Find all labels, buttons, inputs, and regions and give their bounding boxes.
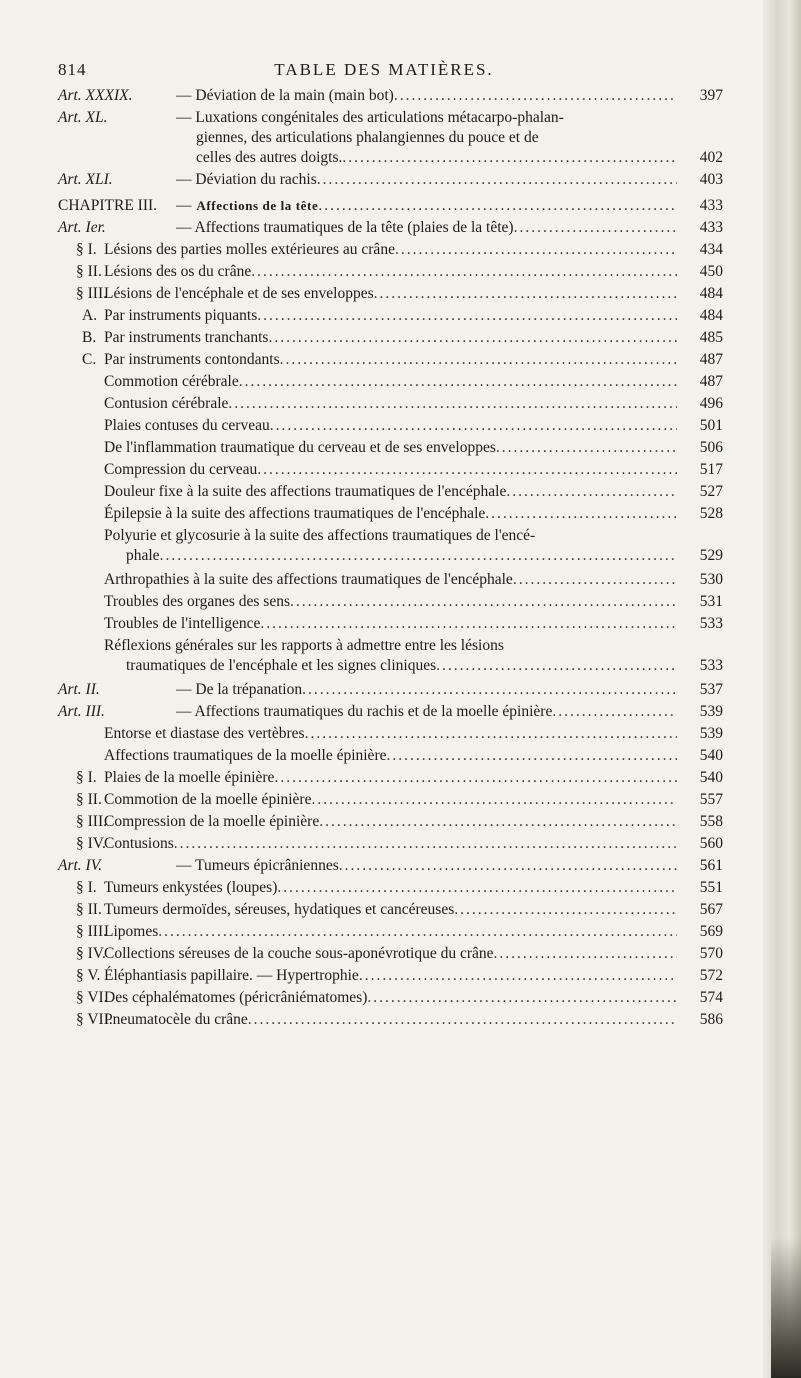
toc-entry-title — [176, 856, 677, 876]
toc-entry-title — [104, 812, 677, 832]
dot-leader — [395, 240, 677, 260]
toc-page-number: 561 — [699, 857, 723, 874]
dot-leader — [494, 944, 677, 964]
toc-entry-label: Art. XLI. — [58, 171, 113, 188]
toc-page-number: 450 — [699, 263, 723, 280]
toc-entry-title — [104, 526, 677, 566]
toc-page-number: 574 — [699, 989, 723, 1006]
toc-page-number: 397 — [699, 87, 723, 104]
toc-entry-title — [104, 988, 677, 1008]
dot-leader — [319, 812, 677, 832]
toc-entry-title — [104, 614, 677, 634]
toc-entry — [58, 108, 723, 168]
toc-entry-text: Entorse et diastase des vertèbres — [104, 725, 305, 742]
toc-entry-label: A. — [82, 307, 98, 324]
toc-entry-label: Art. XXXIX. — [58, 87, 133, 104]
toc-entry-text: Par instruments contondants — [104, 351, 280, 368]
toc-entry-title — [104, 900, 677, 920]
toc-page-number: 496 — [699, 395, 723, 412]
toc-entry-label: § III. — [76, 813, 107, 830]
toc-entry-title — [104, 394, 677, 414]
toc-page-number: 529 — [699, 547, 723, 564]
dot-leader — [239, 372, 677, 392]
toc-entry — [58, 504, 723, 524]
toc-entry-text: Arthropathies à la suite des affections traumatiques de l'encéphale — [104, 571, 513, 588]
toc-entry — [58, 768, 723, 788]
toc-entry — [58, 394, 723, 414]
toc-page-number: 501 — [699, 417, 723, 434]
dot-leader — [374, 284, 677, 304]
toc-page-number: 560 — [699, 835, 723, 852]
dot-leader — [513, 570, 677, 590]
toc-entry-label: § II. — [76, 901, 102, 918]
dot-leader — [496, 438, 677, 458]
toc-entry — [58, 218, 723, 238]
toc-entry-title — [176, 702, 677, 722]
toc-entry — [58, 372, 723, 392]
toc-entry-label: § I. — [76, 241, 97, 258]
toc-entry — [58, 438, 723, 458]
toc-entry-title — [104, 724, 677, 744]
toc-page-number: 484 — [699, 307, 723, 324]
toc-entry — [58, 922, 723, 942]
toc-entry-title — [176, 170, 677, 190]
page-spine-edge — [763, 0, 801, 1378]
toc-entry-text: Lésions des os du crâne — [104, 263, 252, 280]
toc-entry-text: — De la trépanation — [176, 681, 303, 698]
toc-entry-title — [104, 262, 677, 282]
dot-leader — [257, 306, 677, 326]
toc-entry-text: Contusions — [104, 835, 174, 852]
toc-entry-label: § III. — [76, 923, 107, 940]
toc-entry — [58, 306, 723, 326]
toc-entry — [58, 592, 723, 612]
toc-entry-text: — Affections traumatiques du rachis et de la moelle épinière — [176, 703, 553, 720]
dot-leader — [174, 834, 677, 854]
toc-page-number: 540 — [699, 747, 723, 764]
toc-entry-title — [104, 922, 677, 942]
toc-page-number: 551 — [699, 879, 723, 896]
toc-entry-text: Tumeurs enkystées (loupes) — [104, 879, 278, 896]
toc-entry-text: giennes, des articulations phalangiennes du pouce et de — [196, 129, 539, 146]
dot-leader — [260, 614, 677, 634]
toc-entry-title — [176, 218, 677, 238]
toc-entry-label: § VII. — [76, 1011, 113, 1028]
dot-leader — [514, 218, 677, 238]
dot-leader — [311, 790, 677, 810]
toc-page-number: 558 — [699, 813, 723, 830]
toc-entry — [58, 790, 723, 810]
toc-entry-label: § II. — [76, 263, 102, 280]
toc-entry — [58, 328, 723, 348]
toc-entry-label: § V. — [76, 967, 101, 984]
toc-page-number: 484 — [699, 285, 723, 302]
toc-entry-label: Art. IV. — [58, 857, 103, 874]
page-header — [58, 60, 710, 82]
toc-entry — [58, 526, 723, 566]
toc-page-number: 572 — [699, 967, 723, 984]
toc-page-number: 537 — [699, 681, 723, 698]
toc-entry-text: Douleur fixe à la suite des affections traumatiques de l'encéphale — [104, 483, 507, 500]
toc-entry — [58, 724, 723, 744]
toc-entry-label: Art. XL. — [58, 109, 108, 126]
toc-page-number: 570 — [699, 945, 723, 962]
toc-entry-text: Troubles des organes des sens — [104, 593, 290, 610]
toc-entry-title — [176, 196, 677, 216]
toc-entry-title — [104, 504, 677, 524]
toc-page-number: 527 — [699, 483, 723, 500]
dot-leader — [436, 656, 677, 676]
toc-page-number: 533 — [699, 615, 723, 632]
toc-entry-text: Commotion de la moelle épinière — [104, 791, 312, 808]
dot-leader — [274, 768, 677, 788]
toc-entry-title — [176, 108, 677, 168]
toc-entry-title — [104, 790, 677, 810]
toc-entry-text: — Déviation du rachis — [176, 171, 317, 188]
toc-entry-text: Lésions de l'encéphale et de ses enveloppes — [104, 285, 374, 302]
toc-entry-title — [104, 284, 677, 304]
toc-entry — [58, 944, 723, 964]
toc-page-number: 433 — [699, 197, 723, 214]
toc-page-number: 434 — [699, 241, 723, 258]
dot-leader — [317, 170, 677, 190]
toc-entry-text: Épilepsie à la suite des affections traumatiques de l'encéphale — [104, 505, 486, 522]
dot-leader — [257, 460, 677, 480]
dot-leader — [339, 856, 677, 876]
toc-entry — [58, 460, 723, 480]
toc-entry — [58, 240, 723, 260]
toc-entry-text: Lésions des parties molles extérieures au crâne — [104, 241, 395, 258]
dot-leader — [506, 482, 677, 502]
toc-entry — [58, 636, 723, 676]
toc-page-number: 530 — [699, 571, 723, 588]
toc-entry-title — [104, 966, 677, 986]
toc-entry-title — [104, 416, 677, 436]
toc-entry — [58, 170, 723, 190]
toc-entry-title — [104, 768, 677, 788]
toc-entry — [58, 900, 723, 920]
toc-page-number: 586 — [699, 1011, 723, 1028]
toc-page-number: 485 — [699, 329, 723, 346]
toc-entry-label: § I. — [76, 879, 97, 896]
toc-entry — [58, 570, 723, 590]
toc-entry-title — [104, 636, 677, 676]
dot-leader — [318, 196, 677, 216]
toc-entry-title — [104, 944, 677, 964]
toc-entry-text: Collections séreuses de la couche sous-aponévrotique du crâne — [104, 945, 494, 962]
dot-leader — [228, 394, 677, 414]
toc-entry — [58, 680, 723, 700]
toc-page-number: 403 — [699, 171, 723, 188]
toc-entry-title — [104, 746, 677, 766]
toc-entry — [58, 702, 723, 722]
toc-entry — [58, 856, 723, 876]
toc-entry — [58, 262, 723, 282]
toc-entry-title — [104, 878, 677, 898]
toc-entry-label: § IV. — [76, 945, 106, 962]
dot-leader — [248, 1010, 677, 1030]
toc-entry-title — [104, 570, 677, 590]
toc-entry — [58, 350, 723, 370]
toc-entry — [58, 614, 723, 634]
page-spine-shadow — [771, 1238, 801, 1378]
toc-entry-title — [104, 306, 677, 326]
dot-leader — [454, 900, 677, 920]
toc-entry-text: — Déviation de la main (main bot) — [176, 87, 394, 104]
dot-leader — [270, 416, 677, 436]
toc-entry-title — [104, 372, 677, 392]
dot-leader — [268, 328, 677, 348]
toc-page-number: 569 — [699, 923, 723, 940]
toc-entry-title — [104, 834, 677, 854]
toc-entry — [58, 812, 723, 832]
toc-entry-text: Plaies contuses du cerveau — [104, 417, 270, 434]
toc-entry — [58, 196, 723, 216]
toc-entry-text: Polyurie et glycosurie à la suite des affections traumatiques de l'encé- — [104, 527, 536, 544]
toc-page-number: 433 — [699, 219, 723, 236]
toc-entry-label: Art. II. — [58, 681, 100, 698]
toc-entry-text: — Affections de la tête — [176, 197, 319, 214]
toc-entry-label: § VI. — [76, 989, 108, 1006]
toc-entry-label: C. — [82, 351, 97, 368]
toc-entry-title — [104, 350, 677, 370]
toc-entry-title — [104, 592, 677, 612]
toc-entry-label: Art. Ier. — [58, 219, 106, 236]
toc-entry-text: Contusion cérébrale — [104, 395, 229, 412]
toc-page-number: 539 — [699, 703, 723, 720]
toc-entry-label: B. — [82, 329, 97, 346]
dot-leader — [280, 350, 677, 370]
toc-entry-text: Compression de la moelle épinière — [104, 813, 320, 830]
toc-entry-title — [104, 328, 677, 348]
toc-page-number: 506 — [699, 439, 723, 456]
dot-leader — [394, 86, 677, 106]
toc-entry-text: — Luxations congénitales des articulations métacarpo-phalan- — [176, 109, 564, 126]
toc-entry-text: Tumeurs dermoïdes, séreuses, hydatiques et cancéreuses — [104, 901, 455, 918]
toc-entry-label: § II. — [76, 791, 102, 808]
toc-entry-text: — Affections traumatiques de la tête (plaies de la tête) — [176, 219, 514, 236]
running-title: TABLE DES MATIÈRES. — [274, 60, 494, 79]
toc-entry-title — [104, 438, 677, 458]
toc-entry-text: Lipomes — [104, 923, 159, 940]
toc-entry-text: Troubles de l'intelligence — [104, 615, 261, 632]
toc-entry-text: celles des autres doigts. — [196, 149, 343, 166]
dot-leader — [552, 702, 677, 722]
toc-entry-text: Pneumatocèle du crâne — [104, 1011, 248, 1028]
dot-leader — [158, 922, 677, 942]
toc-page-number: 539 — [699, 725, 723, 742]
toc-entry-title — [176, 86, 677, 106]
toc-page-number: 528 — [699, 505, 723, 522]
toc-page-number: 540 — [699, 769, 723, 786]
toc-page-number: 487 — [699, 373, 723, 390]
dot-leader — [302, 680, 677, 700]
dot-leader — [485, 504, 677, 524]
toc-entry — [58, 966, 723, 986]
toc-entry-text: phale — [126, 547, 160, 564]
toc-entry-text: Compression du cerveau — [104, 461, 258, 478]
toc-entry-label: § I. — [76, 769, 97, 786]
dot-leader — [251, 262, 677, 282]
toc-entry-title — [176, 680, 677, 700]
toc-entry — [58, 878, 723, 898]
toc-page-number: 531 — [699, 593, 723, 610]
toc-entry — [58, 834, 723, 854]
toc-entry-text: Commotion cérébrale — [104, 373, 239, 390]
toc-entry — [58, 988, 723, 1008]
toc-entry-text: De l'inflammation traumatique du cerveau et de ses enveloppes — [104, 439, 496, 456]
dot-leader — [277, 878, 677, 898]
toc-entry — [58, 1010, 723, 1030]
dot-leader — [290, 592, 677, 612]
toc-entry — [58, 746, 723, 766]
page-number: 814 — [58, 60, 87, 79]
toc-entry-text: Des céphalématomes (péricrâniématomes) — [104, 989, 368, 1006]
toc-entry-text: Par instruments piquants — [104, 307, 258, 324]
toc-entry — [58, 86, 723, 106]
dot-leader — [359, 966, 677, 986]
toc-entry — [58, 284, 723, 304]
toc-page-number: 567 — [699, 901, 723, 918]
toc-entry-title — [104, 240, 677, 260]
toc-entry-text: traumatiques de l'encéphale et les signes cliniques — [126, 657, 437, 674]
toc-entry-text: — Tumeurs épicrâniennes — [176, 857, 339, 874]
toc-entry-text: Réflexions générales sur les rapports à admettre entre les lésions — [104, 637, 504, 654]
toc-page-number: 487 — [699, 351, 723, 368]
dot-leader — [367, 988, 677, 1008]
toc-entry-title — [104, 482, 677, 502]
dot-leader — [342, 148, 677, 168]
toc-entry-text: Éléphantiasis papillaire. — Hypertrophie — [104, 967, 359, 984]
toc-entry-title — [104, 460, 677, 480]
toc-entry-text: Par instruments tranchants — [104, 329, 269, 346]
dot-leader — [386, 746, 677, 766]
toc-entry — [58, 482, 723, 502]
toc-entry-label: Art. III. — [58, 703, 105, 720]
toc-entry-text: Affections traumatiques de la moelle épinière — [104, 747, 387, 764]
toc-page-number: 557 — [699, 791, 723, 808]
toc-entry — [58, 416, 723, 436]
toc-page-number: 402 — [699, 149, 723, 166]
toc-entry-title — [104, 1010, 677, 1030]
toc-page-number: 517 — [699, 461, 723, 478]
toc-entry-label: § IV. — [76, 835, 106, 852]
dot-leader — [160, 546, 677, 566]
toc-entry-label: § III. — [76, 285, 107, 302]
dot-leader — [305, 724, 677, 744]
toc-entry-label: CHAPITRE III. — [58, 197, 158, 214]
toc-page-number: 533 — [699, 657, 723, 674]
toc-entry-text: Plaies de la moelle épinière — [104, 769, 275, 786]
